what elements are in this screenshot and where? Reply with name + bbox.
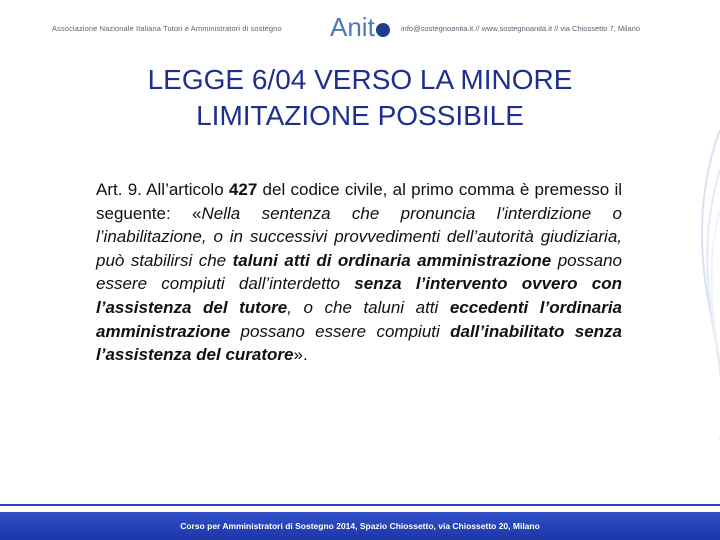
text-segment-bold-italic: dall’inabilitato senza l’assistenza del curatore [96,321,622,365]
text-segment-bold-italic: eccedenti l’ordinaria amministrazione [96,297,622,341]
text-segment-bold-italic: taluni atti di ordinaria amministrazione [232,250,552,270]
anita-logo [330,12,390,43]
logo-text: Anit [330,12,375,42]
article-text [96,178,622,367]
decorative-waves-icon [680,90,720,450]
logo-mark-icon [376,23,390,37]
text-segment-italic: Nella sentenza che pronuncia l’interdizione o l’inabilitazione, o in successivi provvedimenti dell’autorità giudiziaria, può stabilirsi che [96,203,622,270]
text-segment: Art. 9. All’articolo [96,180,229,199]
contacts-info: info@sostegnoanita.it // www.sostegnoanita.it // via Chiossetto 7, Milano [401,24,640,33]
text-segment-italic: , o che taluni atti [287,297,450,317]
slide-title [60,62,660,134]
association-name: Associazione Nazionale Italiana Tutori e Amministratori di sostegno [52,24,282,33]
text-segment-italic: possano essere compiuti dall’interdetto [96,250,623,294]
text-segment-bold-italic: senza l’intervento ovvero con l’assistenza del tutore [96,274,622,317]
text-segment: ». [293,345,308,365]
title-line-1: LEGGE 6/04 VERSO LA MINORE [147,64,573,95]
text-segment-bold: 427 [228,180,258,199]
text-segment-italic: possano essere compiuti [230,321,451,341]
footer-text: Corso per Amministratori di Sostegno 2014, Spazio Chiossetto, via Chiossetto 20, Milano [180,521,540,531]
footer-bar [0,512,720,540]
footer-divider [0,504,720,506]
title-line-2: LIMITAZIONE POSSIBILE [196,100,524,131]
header-bar [0,10,720,50]
text-segment: del codice civile, al primo comma è premesso il seguente: « [96,180,623,223]
